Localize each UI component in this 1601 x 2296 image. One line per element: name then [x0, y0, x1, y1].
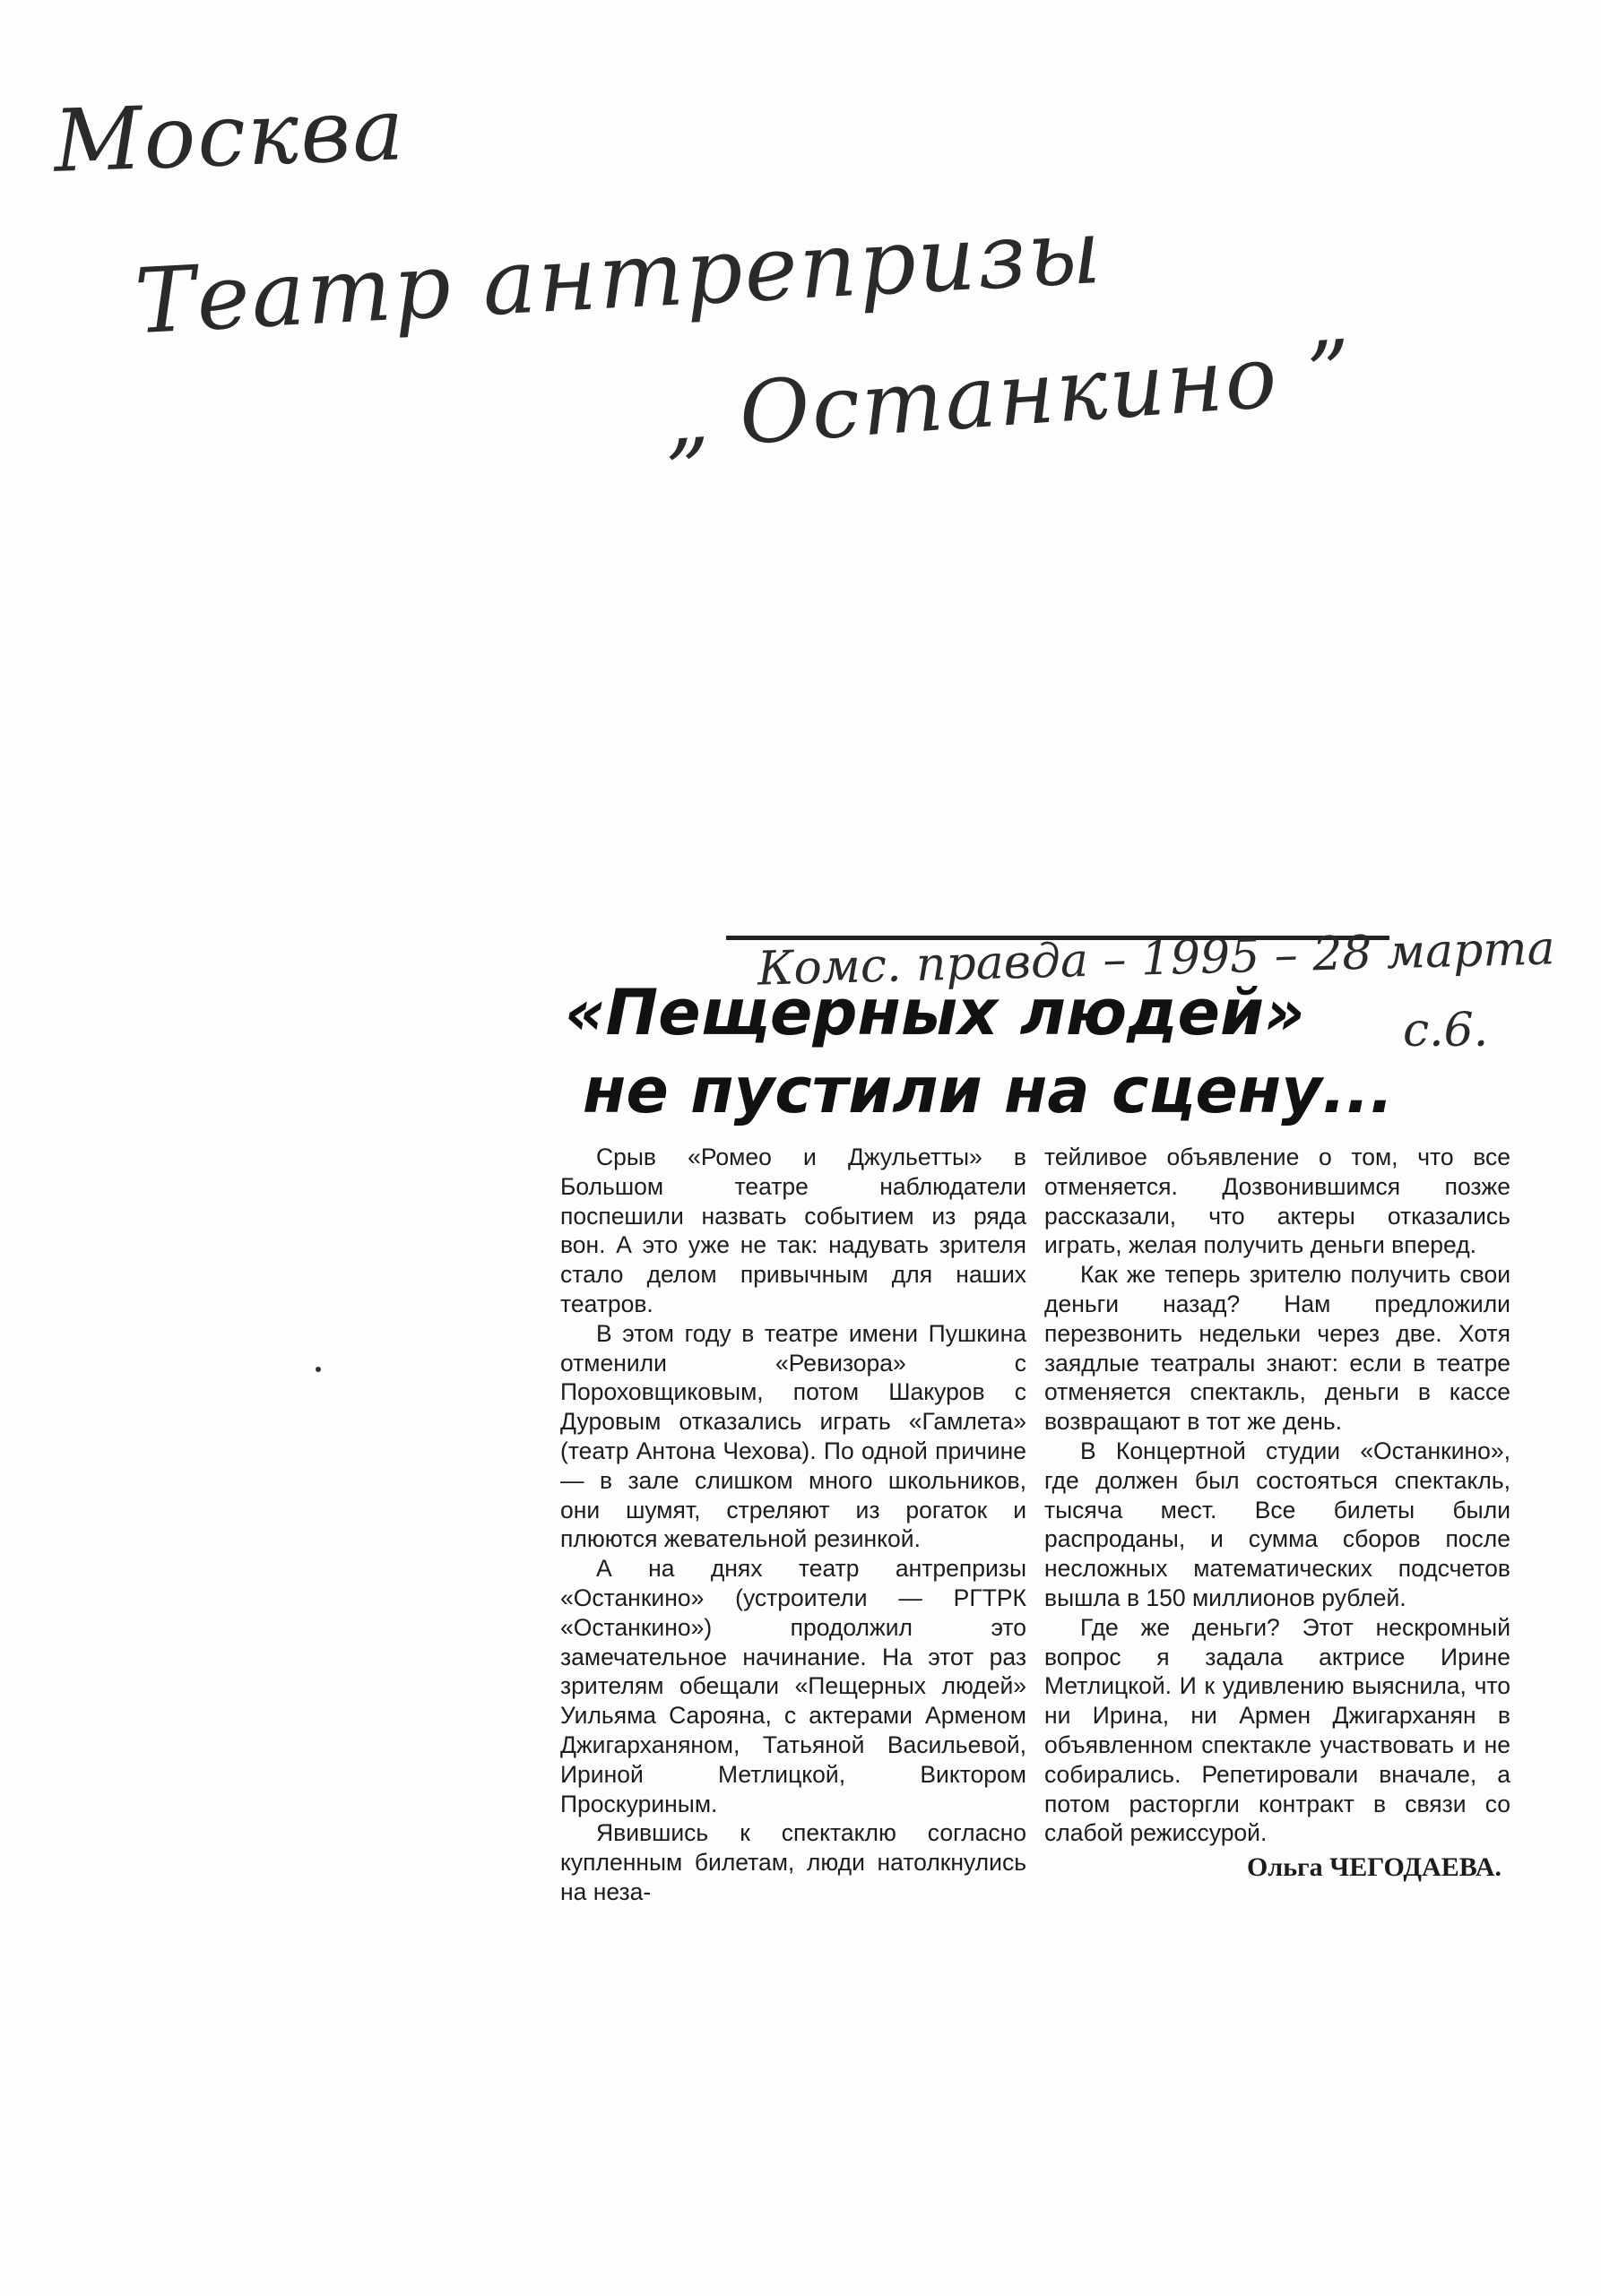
- handwritten-source-note: Комс. правда – 1995 – 28 марта: [757, 921, 1556, 997]
- speck: [316, 1367, 321, 1372]
- paragraph: Как же теперь зрителю получить свои деньги назад? Нам предложили перезвонить недельки через две. Хотя заядлые театралы знают: если в театре отменяется спектакль, деньги в кассе возвращают в тот же день.: [1044, 1261, 1510, 1436]
- handwritten-page-note: с.6.: [1403, 1004, 1489, 1057]
- paragraph: Срыв «Ромео и Джульетты» в Большом театре наблюдатели поспешили назвать событием из ряда вон. А это уже не так: надувать зрителя стало делом привычным для наших театров.: [560, 1144, 1026, 1317]
- article-headline: [565, 977, 1394, 1126]
- handwritten-theater-name: „ Останкино ”: [661, 321, 1356, 470]
- right-column: [1044, 1143, 1510, 1907]
- paragraph: А на днях театр антрепризы «Останкино» (устроители — РГТРК «Останкино») продолжил это замечательное начинание. На этот раз зрителям обещали «Пещерных людей» Уильяма Сарояна, с актерами Арменом Джигарханяном, Татьяной Васильевой, Ириной Метлицкой, Виктором Проскуриным.: [560, 1555, 1026, 1817]
- left-column: [560, 1143, 1026, 1907]
- paragraph: тейливое объявление о том, что все отменяется. Дозвонившимся позже рассказали, что актеры отказались играть, желая получить деньги вперед.: [1044, 1144, 1510, 1259]
- paragraph: В этом году в театре имени Пушкина отменили «Ревизора» с Пороховщиковым, потом Шакуров с Дуровым отказались играть «Гамлета» (театр Антона Чехова). По одной причине — в зале слишком много школьников, они шумят, стреляют из рогаток и плюются жевательной резинкой.: [560, 1319, 1026, 1553]
- paragraph: В Концертной студии «Останкино», где должен был состояться спектакль, тысяча мест. Все билеты были распроданы, и сумма сборов после несложных математических подсчетов вышла в 150 миллионов рублей.: [1044, 1437, 1510, 1611]
- headline-line-1: «Пещерных людей»: [565, 976, 1305, 1049]
- article-body: [560, 1143, 1510, 1907]
- paragraph: Явившись к спектаклю согласно купленным билетам, люди натолкнулись на неза-: [560, 1819, 1026, 1905]
- author-signature: Ольга ЧЕГОДАЕВА.: [1247, 1852, 1501, 1883]
- newspaper-clipping: [547, 921, 1556, 2142]
- handwritten-theater: Театр антрепризы: [132, 198, 1105, 355]
- paragraph: Где же деньги? Этот нескромный вопрос я задала актрисе Ирине Метлицкой. И к удивлению выяснила, что ни Ирина, ни Армен Джигарханян в объявленном спектакле участвовать и не собирались. Репетировали вначале, а потом расторгли контракт в связи со слабой режиссурой.: [1044, 1613, 1510, 1847]
- headline-line-2: не пустили на сцену...: [583, 1053, 1394, 1127]
- handwritten-city: Москва: [52, 79, 408, 192]
